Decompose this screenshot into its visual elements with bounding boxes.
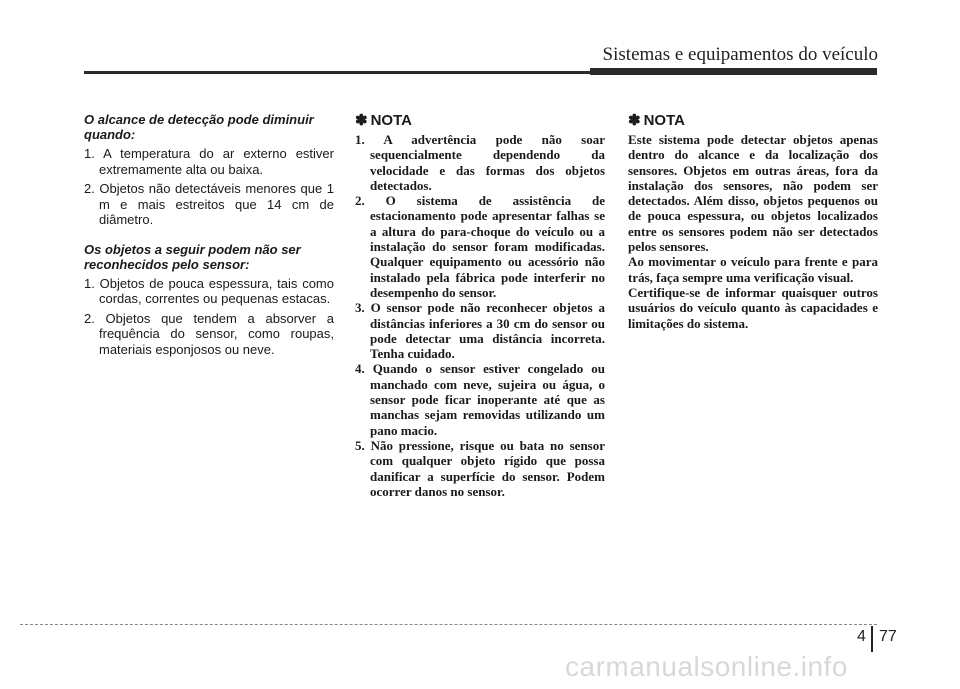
page-number-divider <box>871 626 873 652</box>
column-right <box>628 112 878 331</box>
asterisk-icon: ✽ <box>628 112 641 129</box>
note-paragraph: Certifique-se de informar quaisquer outros usuários do veículo quanto às capacidades e limitações do sistema. <box>628 284 878 331</box>
note-heading <box>355 112 605 129</box>
subheading-detection-range: O alcance de detecção pode diminuir quando: <box>84 112 314 142</box>
list-unrecognized-objects <box>84 276 334 358</box>
column-left <box>84 112 334 361</box>
note-list <box>355 132 605 499</box>
list-item: 2. Objetos que tendem a absorver a frequência do sensor, como roupas, materiais esponjosos ou neve. <box>84 310 334 357</box>
note-paragraph: Este sistema pode detectar objetos apenas dentro do alcance e da localização dos sensores. Objetos em outras áreas, fora da instalação dos sensores, não podem ser detectados. Além disso, objetos pequenos ou de pouca espessura, ou objetos localizados entre os sensores podem não ser detectados pelos sensores. <box>628 132 878 255</box>
list-item: 5. Não pressione, risque ou bata no sensor com qualquer objeto rígido que possa danificar a superfície do sensor. Podem ocorrer danos no sensor. <box>355 437 605 499</box>
section-title: Sistemas e equipamentos do veículo <box>602 44 878 65</box>
header-rule-accent <box>590 68 877 75</box>
list-item: 2. Objetos não detectáveis menores que 1 m e mais estreitos que 14 cm de diâmetro. <box>84 181 334 227</box>
list-item: 1. A temperatura do ar externo estiver extremamente alta ou baixa. <box>84 146 334 177</box>
footer-rule <box>20 624 877 625</box>
note-heading <box>628 112 878 129</box>
subheading-unrecognized-objects: Os objetos a seguir podem não ser reconhecidos pelo sensor: <box>84 241 301 272</box>
note-paragraph: Ao movimentar o veículo para frente e para trás, faça sempre uma verificação visual. <box>628 254 878 285</box>
note-label: NOTA <box>643 112 685 129</box>
watermark: carmanualsonline.info <box>565 651 848 682</box>
note-label: NOTA <box>370 112 412 129</box>
chapter-number: 4 <box>857 628 866 645</box>
list-detection-range <box>84 146 334 228</box>
note-body <box>628 132 878 331</box>
list-item: 4. Quando o sensor estiver congelado ou manchado com neve, sujeira ou água, o sensor pode ficar inoperante até que as manchas sejam removidas utilizando um pano macio. <box>355 361 605 438</box>
asterisk-icon: ✽ <box>355 112 368 129</box>
page-number: 77 <box>879 628 897 645</box>
list-item: 1. Objetos de pouca espessura, tais como cordas, correntes ou pequenas estacas. <box>84 275 334 306</box>
list-item: 1. A advertência pode não soar sequencialmente dependendo da velocidade e das formas dos objetos detectados. <box>355 132 605 193</box>
list-item: 3. O sensor pode não reconhecer objetos a distâncias inferiores a 30 cm do sensor ou pode detectar uma distância incorreta. Tenha cuidado. <box>355 300 605 362</box>
list-item: 2. O sistema de assistência de estacionamento pode apresentar falhas se a altura do para-choque do veículo ou a instalação do sensor foram modificadas. Qualquer equipamento ou acessório não instalado pela fábrica pode interferir no desempenho do sensor. <box>355 193 605 300</box>
column-middle <box>355 112 605 499</box>
